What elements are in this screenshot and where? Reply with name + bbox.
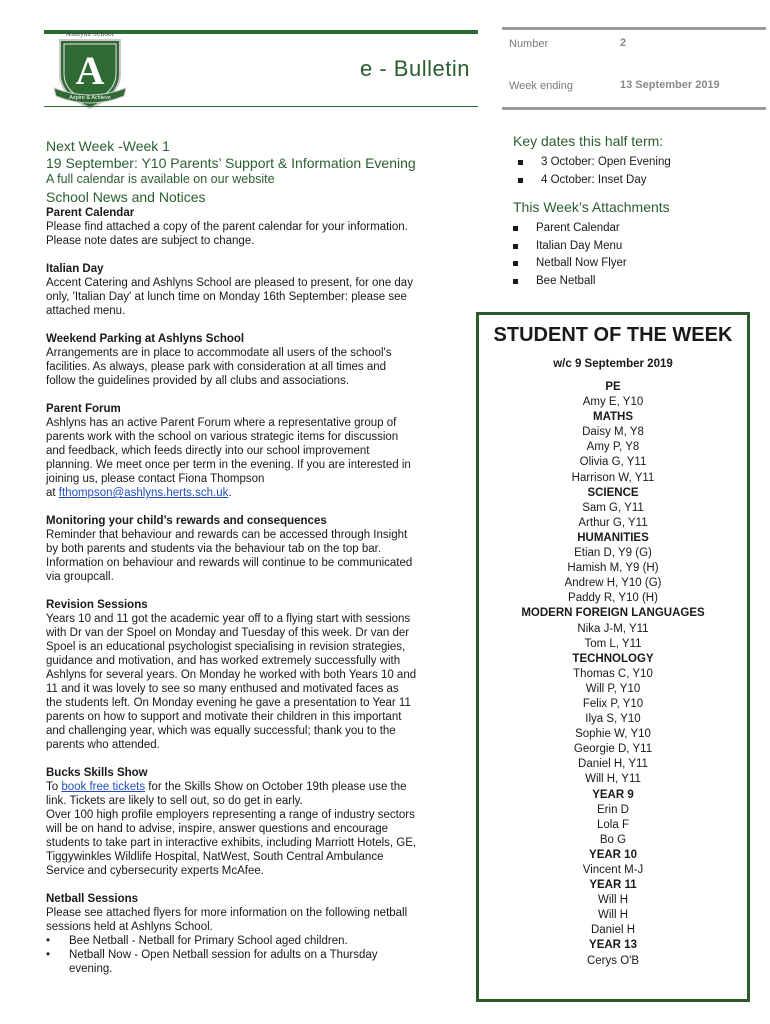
section-line: joining us, please contact Fiona Thompson xyxy=(46,473,265,485)
sotw-category: YEAR 10 xyxy=(589,848,637,861)
sotw-student: Will H xyxy=(597,894,629,907)
sotw-category: MODERN FOREIGN LANGUAGES xyxy=(521,607,705,620)
sotw-student: Olivia G, Y11 xyxy=(579,456,647,469)
section-line: sessions held at Ashlyns School. xyxy=(46,921,213,933)
section-skills-show xyxy=(46,766,468,878)
sotw-title: STUDENT OF THE WEEK xyxy=(493,324,733,346)
section-line: 11 and it was lovely to see so many enthused and motivated faces as xyxy=(46,683,399,695)
number-label: Number xyxy=(509,38,549,50)
square-bullet-icon xyxy=(513,226,518,231)
header-bottom-rule xyxy=(44,106,478,107)
sotw-student: Paddy R, Y10 (H) xyxy=(568,592,658,605)
sotw-student: Nika J-M, Y11 xyxy=(577,622,649,635)
section-line: Years 10 and 11 got the academic year off to a flying start with sessions xyxy=(46,613,411,625)
section-line: Service and cybersecurity experts McAfee. xyxy=(46,865,264,877)
sotw-student: Cerys O'B xyxy=(586,954,640,967)
square-bullet-icon xyxy=(513,261,518,266)
attachments-title: This Week’s Attachments xyxy=(513,199,670,215)
contact-prefix: at xyxy=(46,487,59,499)
key-date-text: 4 October: Inset Day xyxy=(541,173,647,186)
tickets-line xyxy=(46,780,468,794)
section-line: parents who attended. xyxy=(46,739,160,751)
section-line: Arrangements are in place to accommodate all users of the school's xyxy=(46,347,392,359)
week-ending-value: 13 September 2019 xyxy=(620,79,720,91)
sotw-student: Ilya S, Y10 xyxy=(585,713,641,726)
attachments-list xyxy=(506,220,766,290)
section-line: students to take part in interactive exhibits, including Marriott Hotels, GE, xyxy=(46,837,417,849)
section-weekend-parking xyxy=(46,332,468,388)
tickets-lead: To xyxy=(46,781,62,793)
sotw-list xyxy=(479,380,747,969)
sotw-student: Sophie W, Y10 xyxy=(575,728,651,741)
section-line: Reminder that behaviour and rewards can be accessed through Insight xyxy=(46,529,408,541)
sotw-category: SCIENCE xyxy=(587,486,639,499)
section-line: the students left. On Monday evening he gave a presentation to Year 11 xyxy=(46,697,411,709)
section-title: Revision Sessions xyxy=(46,599,148,611)
section-rewards xyxy=(46,514,468,584)
contact-suffix: . xyxy=(228,487,232,499)
section-line: Accent Catering and Ashlyns School are pleased to present, for one day xyxy=(46,277,413,289)
section-line: Please find attached a copy of the parent calendar for your information. xyxy=(46,221,408,233)
attachment-name: Italian Day Menu xyxy=(536,239,623,252)
student-of-the-week-box xyxy=(476,312,750,1002)
section-italian-day xyxy=(46,262,468,318)
sotw-student: Lola F xyxy=(597,818,629,831)
next-week-heading: Next Week -Week 1 xyxy=(46,138,170,154)
news-heading: School News and Notices xyxy=(46,189,206,205)
list-item xyxy=(506,154,766,172)
section-parent-calendar xyxy=(46,206,468,248)
contact-line xyxy=(46,486,468,500)
contact-email-link[interactable]: fthompson@ashlyns.herts.sch.uk xyxy=(58,487,229,499)
key-dates-title: Key dates this half term: xyxy=(513,133,664,149)
section-line: link. Tickets are likely to sell out, so do get in early. xyxy=(46,795,303,807)
sotw-category: YEAR 11 xyxy=(589,879,637,892)
attachment-name: Bee Netball xyxy=(536,274,596,287)
square-bullet-icon xyxy=(518,178,523,183)
key-dates-list xyxy=(506,154,766,189)
school-logo xyxy=(52,30,128,110)
sotw-student: Hamish M, Y9 (H) xyxy=(567,562,659,575)
shield-icon xyxy=(52,36,128,110)
sotw-student: Tom L, Y11 xyxy=(584,637,642,650)
section-line: parents work with the school on various strategic items for discussion xyxy=(46,431,399,443)
section-line: facilities. As always, please park with consideration at all times and xyxy=(46,361,387,373)
week-ending-label: Week ending xyxy=(509,80,574,92)
list-item xyxy=(506,255,766,273)
section-title: Netball Sessions xyxy=(46,893,139,905)
sotw-week-of: w/c 9 September 2019 xyxy=(553,358,673,370)
sotw-student: Daniel H xyxy=(590,924,636,937)
sotw-category: YEAR 13 xyxy=(589,939,637,952)
sotw-student: Thomas C, Y10 xyxy=(573,667,653,680)
netball-list xyxy=(46,934,468,976)
sotw-category: HUMANITIES xyxy=(577,531,649,544)
sotw-category: TECHNOLOGY xyxy=(572,652,654,665)
section-line: Ashlyns has an active Parent Forum where a representative group of xyxy=(46,417,397,429)
section-title: Weekend Parking at Ashlyns School xyxy=(46,333,245,345)
section-line: Ashlyns for several years. On Monday he worked with both Years 10 and xyxy=(46,669,417,681)
section-line: and challenging year, which was equally successful; thank you to the xyxy=(46,725,396,737)
number-value: 2 xyxy=(620,37,627,49)
section-parent-forum xyxy=(46,402,468,500)
section-line: attached menu. xyxy=(46,305,126,317)
tickets-tail: for the Skills Show on October 19th please use the xyxy=(145,781,407,793)
section-title: Bucks Skills Show xyxy=(46,767,148,779)
sotw-student: Andrew H, Y10 (G) xyxy=(564,577,662,590)
sotw-student: Vincent M-J xyxy=(582,864,644,876)
section-line: Over 100 high profile employers representing a range of industry sectors xyxy=(46,809,415,821)
book-tickets-link[interactable]: book free tickets xyxy=(61,781,146,793)
section-line: only, 'Italian Day' at lunch time on Monday 16th September: please see xyxy=(46,291,407,303)
bulletin-title: e - Bulletin xyxy=(360,56,470,81)
list-item xyxy=(506,172,766,190)
sotw-student: Arthur G, Y11 xyxy=(578,516,648,529)
sotw-student: Sam G, Y11 xyxy=(582,501,644,514)
section-title: Parent Calendar xyxy=(46,207,135,219)
section-line: will be on hand to advise, inspire, answer questions and encourage xyxy=(46,823,389,835)
sotw-student: Harrison W, Y11 xyxy=(571,471,655,484)
section-line: Spoel is an educational psychologist specialising in revision strategies, xyxy=(46,641,406,653)
sotw-student: Will H, Y11 xyxy=(585,773,641,786)
section-title: Parent Forum xyxy=(46,403,121,415)
news-column xyxy=(46,138,468,976)
sotw-student: Etian D, Y9 (G) xyxy=(574,547,652,560)
list-item xyxy=(506,273,766,291)
section-line: by both parents and students via the behaviour tab on the top bar. xyxy=(46,543,382,555)
list-item: • Netball Now - Open Netball session for adults on a Thursday evening. xyxy=(46,948,406,976)
next-week-event: 19 September: Y10 Parents’ Support & Information Evening xyxy=(46,155,416,171)
sotw-student: Bo G xyxy=(599,833,627,846)
sotw-student: Felix P, Y10 xyxy=(582,697,644,710)
bulletin-header xyxy=(0,0,770,115)
meta-rule xyxy=(502,107,766,110)
list-item xyxy=(506,238,766,256)
meta-rule xyxy=(502,27,766,30)
square-bullet-icon xyxy=(513,279,518,284)
section-line: guidance and motivation, and has worked extremely successfully with xyxy=(46,655,401,667)
section-line: Please note dates are subject to change. xyxy=(46,235,255,247)
logo-motto: Aspire & Achieve xyxy=(69,95,111,101)
sotw-student: Daniel H, Y11 xyxy=(578,758,648,771)
section-line: with Dr van der Spoel on Monday and Tuesday of this week. Dr van der xyxy=(46,627,410,639)
sotw-student: Amy E, Y10 xyxy=(582,396,644,409)
key-date-text: 3 October: Open Evening xyxy=(541,156,671,168)
section-line: and feedback, which feeds directly into our school improvement xyxy=(46,445,370,457)
square-bullet-icon xyxy=(513,244,518,249)
sotw-student: Amy P, Y8 xyxy=(586,441,640,454)
section-title: Monitoring your child’s rewards and consequences xyxy=(46,515,327,527)
section-line: follow the guidelines provided by all clubs and associations. xyxy=(46,375,350,387)
issue-meta xyxy=(502,24,766,110)
sotw-student: Will P, Y10 xyxy=(585,682,641,695)
sotw-student: Erin D xyxy=(597,803,629,816)
sotw-student: Georgie D, Y11 xyxy=(573,743,653,756)
section-netball xyxy=(46,892,468,976)
section-line: parents on how to support and motivate their children in this important xyxy=(46,711,402,723)
attachment-name: Parent Calendar xyxy=(536,222,620,234)
calendar-note: A full calendar is available on our website xyxy=(46,172,275,186)
section-line: planning. We meet once per term in the evening. If you are interested in xyxy=(46,459,411,471)
section-title: Italian Day xyxy=(46,263,104,275)
sotw-category: MATHS xyxy=(592,411,634,424)
list-item: • Bee Netball - Netball for Primary School aged children. xyxy=(46,934,468,948)
logo-letter: A xyxy=(75,48,105,93)
section-line: Information on behaviour and rewards will continue to be communicated xyxy=(46,557,413,569)
logo-school-name: Ashlyns School xyxy=(65,30,115,38)
section-revision xyxy=(46,598,468,752)
section-line: Tiggywinkles Wildlife Hospital, NatWest, South Central Ambulance xyxy=(46,851,384,863)
attachment-name: Netball Now Flyer xyxy=(536,257,627,269)
sotw-category: PE xyxy=(605,381,621,393)
sotw-category: YEAR 9 xyxy=(592,788,634,801)
section-line: via groupcall. xyxy=(46,571,114,583)
sidebar-column xyxy=(506,132,766,290)
list-item xyxy=(506,220,766,238)
sotw-student: Daisy M, Y8 xyxy=(582,426,644,439)
section-line: Please see attached flyers for more information on the following netball xyxy=(46,907,408,919)
square-bullet-icon xyxy=(518,160,523,165)
sotw-student: Will H xyxy=(597,909,629,922)
